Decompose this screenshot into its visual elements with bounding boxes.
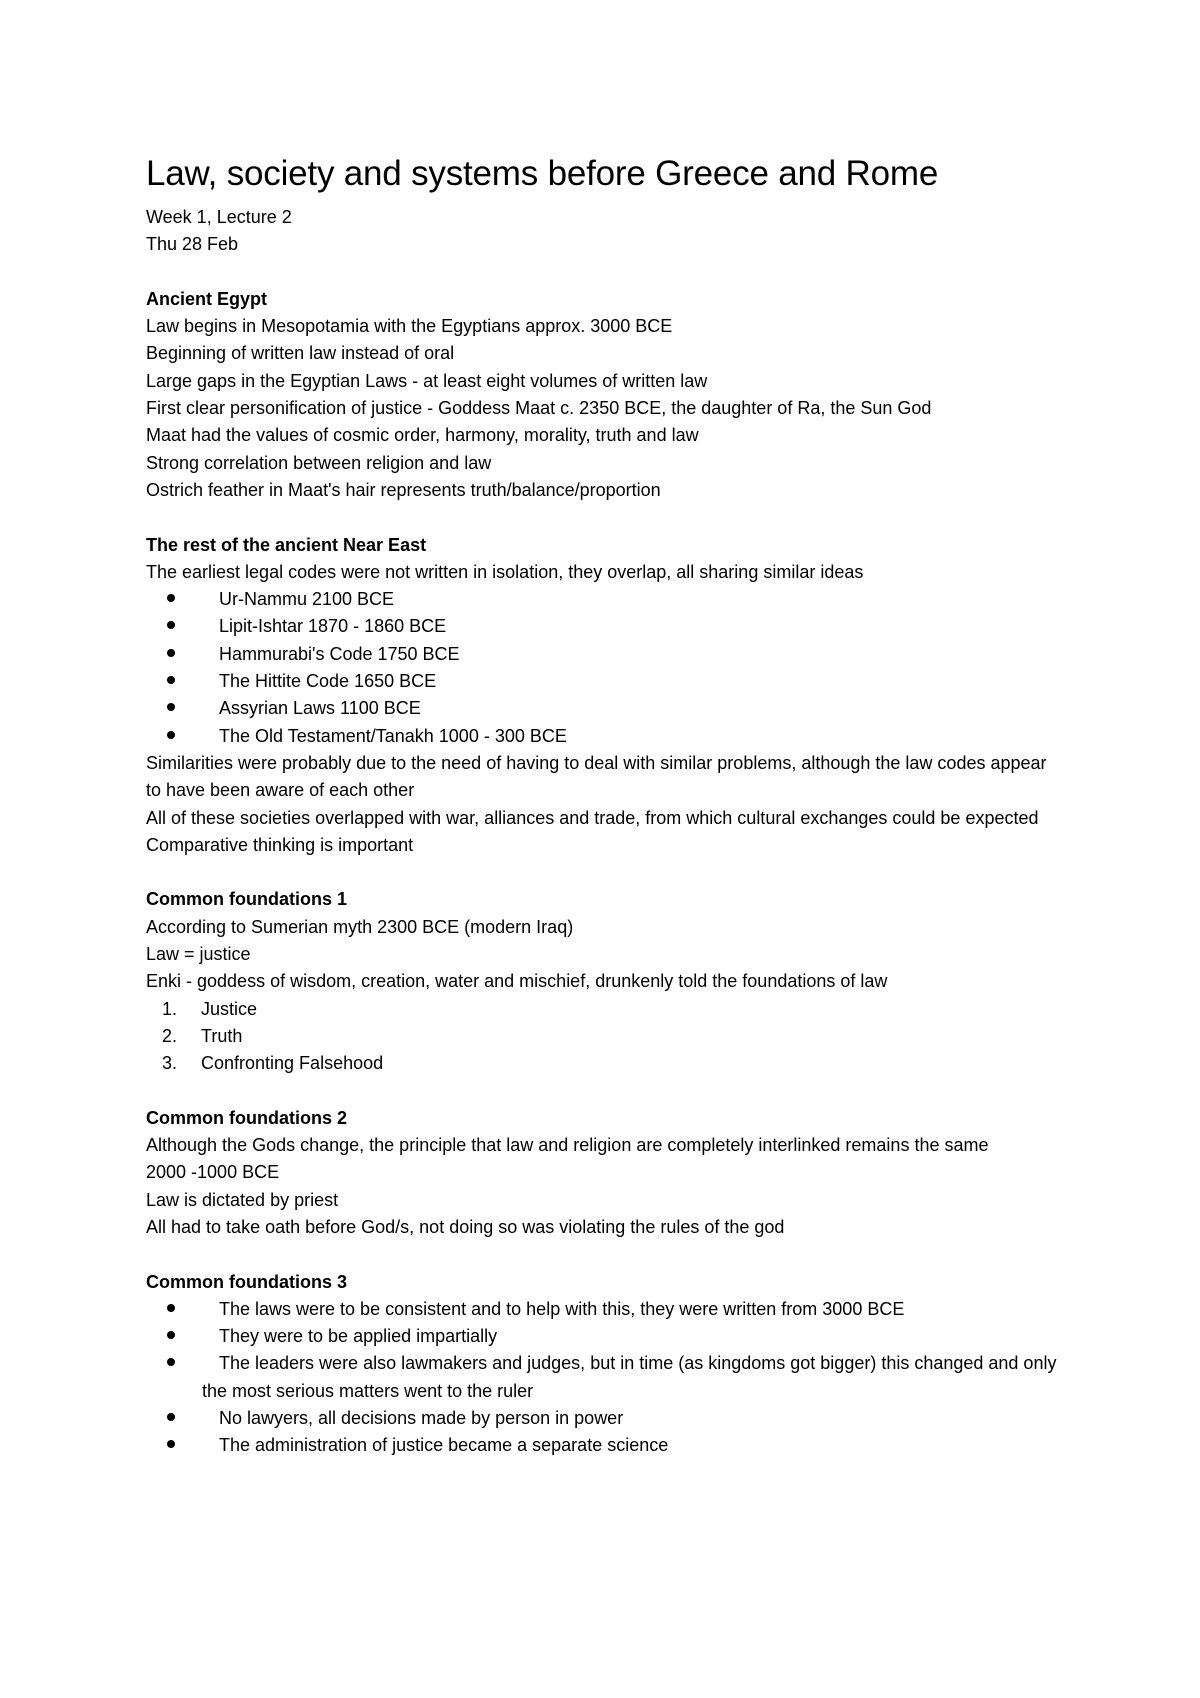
list-item bbox=[146, 996, 1066, 1023]
foundations-1-line: According to Sumerian myth 2300 BCE (modern Iraq) bbox=[146, 916, 574, 937]
list-item bbox=[146, 723, 1066, 750]
list-item-text: Lipit-Ishtar 1870 - 1860 BCE bbox=[219, 616, 447, 637]
list-item-text: Justice bbox=[201, 998, 258, 1019]
section-heading-egypt: Ancient Egypt bbox=[146, 288, 268, 309]
egypt-line: Beginning of written law instead of oral bbox=[146, 343, 455, 364]
near-east-intro: The earliest legal codes were not written in isolation, they overlap, all sharing similar ideas bbox=[146, 561, 864, 582]
section-heading-foundations-1: Common foundations 1 bbox=[146, 889, 347, 910]
list-item bbox=[146, 1323, 1066, 1350]
section-heading-foundations-3: Common foundations 3 bbox=[146, 1271, 347, 1292]
foundations-1-line: Enki - goddess of wisdom, creation, water and mischief, drunkenly told the foundations of law bbox=[146, 971, 888, 992]
lecture-info: Week 1, Lecture 2 bbox=[146, 207, 292, 227]
list-item-text: The Old Testament/Tanakh 1000 - 300 BCE bbox=[219, 725, 567, 746]
bullet-icon bbox=[167, 1440, 175, 1448]
foundations-2-line: All had to take oath before God/s, not doing so was violating the rules of the god bbox=[146, 1216, 785, 1237]
foundations-numbered-list bbox=[146, 996, 1066, 1078]
foundations-2-line: 2000 -1000 BCE bbox=[146, 1162, 280, 1183]
list-number: 3. bbox=[162, 1053, 178, 1074]
bullet-icon bbox=[167, 676, 175, 684]
spacer bbox=[146, 1241, 1066, 1268]
bullet-icon bbox=[167, 1304, 175, 1312]
list-item bbox=[146, 1050, 1066, 1077]
list-item-text: Assyrian Laws 1100 BCE bbox=[219, 698, 421, 719]
bullet-icon bbox=[167, 703, 175, 711]
spacer bbox=[146, 859, 1066, 886]
list-item bbox=[146, 1023, 1066, 1050]
list-item bbox=[146, 613, 1066, 640]
egypt-line: Strong correlation between religion and law bbox=[146, 452, 492, 473]
section-heading-foundations-2: Common foundations 2 bbox=[146, 1107, 347, 1128]
list-item-text: The laws were to be consistent and to help with this, they were written from 3000 BCE bbox=[219, 1298, 905, 1319]
list-item-text: Hammurabi's Code 1750 BCE bbox=[219, 643, 460, 664]
lecture-date: Thu 28 Feb bbox=[146, 234, 239, 255]
list-item bbox=[146, 1350, 1066, 1405]
list-item bbox=[146, 1296, 1066, 1323]
list-item-text: The leaders were also lawmakers and judges, but in time (as kingdoms got bigger) this changed and only the most serious matters went to the ruler bbox=[202, 1353, 1057, 1401]
bullet-icon bbox=[167, 649, 175, 657]
list-item-text: Confronting Falsehood bbox=[201, 1053, 384, 1074]
bullet-icon bbox=[167, 1331, 175, 1339]
bullet-icon bbox=[167, 731, 175, 739]
list-item-text: The Hittite Code 1650 BCE bbox=[219, 671, 437, 692]
list-item bbox=[146, 586, 1066, 613]
list-item bbox=[146, 1405, 1066, 1432]
list-item-text: They were to be applied impartially bbox=[219, 1326, 498, 1347]
list-item-text: Truth bbox=[201, 1025, 243, 1046]
document-title: Law, society and systems before Greece and Rome bbox=[146, 154, 939, 193]
near-east-line: Comparative thinking is important bbox=[146, 834, 414, 855]
bullet-icon bbox=[167, 1358, 175, 1366]
section-heading-near-east: The rest of the ancient Near East bbox=[146, 534, 427, 555]
list-item-text: Ur-Nammu 2100 BCE bbox=[219, 589, 395, 610]
document-content bbox=[146, 152, 1066, 1460]
egypt-line: Large gaps in the Egyptian Laws - at least eight volumes of written law bbox=[146, 370, 708, 391]
list-item bbox=[146, 1432, 1066, 1459]
near-east-line: Similarities were probably due to the need of having to deal with similar problems, although the law codes appear to have been aware of each other bbox=[146, 752, 1047, 801]
foundations-1-line: Law = justice bbox=[146, 944, 251, 965]
egypt-line: Law begins in Mesopotamia with the Egyptians approx. 3000 BCE bbox=[146, 316, 673, 337]
bullet-icon bbox=[167, 594, 175, 602]
spacer bbox=[146, 504, 1066, 531]
near-east-line: All of these societies overlapped with war, alliances and trade, from which cultural exchanges could be expected bbox=[146, 807, 1039, 828]
bullet-icon bbox=[167, 1413, 175, 1421]
spacer bbox=[146, 1078, 1066, 1105]
foundations-2-line: Law is dictated by priest bbox=[146, 1189, 339, 1210]
list-item-text: No lawyers, all decisions made by person in power bbox=[219, 1408, 624, 1429]
egypt-line: Ostrich feather in Maat's hair represents truth/balance/proportion bbox=[146, 479, 661, 500]
list-item-text: The administration of justice became a separate science bbox=[219, 1435, 669, 1456]
list-item bbox=[146, 641, 1066, 668]
egypt-line: Maat had the values of cosmic order, harmony, morality, truth and law bbox=[146, 425, 699, 446]
egypt-line: First clear personification of justice - Goddess Maat c. 2350 BCE, the daughter of Ra, the Sun God bbox=[146, 398, 932, 419]
foundations-2-line: Although the Gods change, the principle that law and religion are completely interlinked remains the same bbox=[146, 1135, 989, 1156]
spacer bbox=[146, 259, 1066, 286]
list-number: 2. bbox=[162, 1025, 178, 1046]
list-item bbox=[146, 695, 1066, 722]
foundations-3-list bbox=[146, 1296, 1066, 1460]
bullet-icon bbox=[167, 621, 175, 629]
list-item bbox=[146, 668, 1066, 695]
list-number: 1. bbox=[162, 998, 178, 1019]
legal-codes-list bbox=[146, 586, 1066, 750]
